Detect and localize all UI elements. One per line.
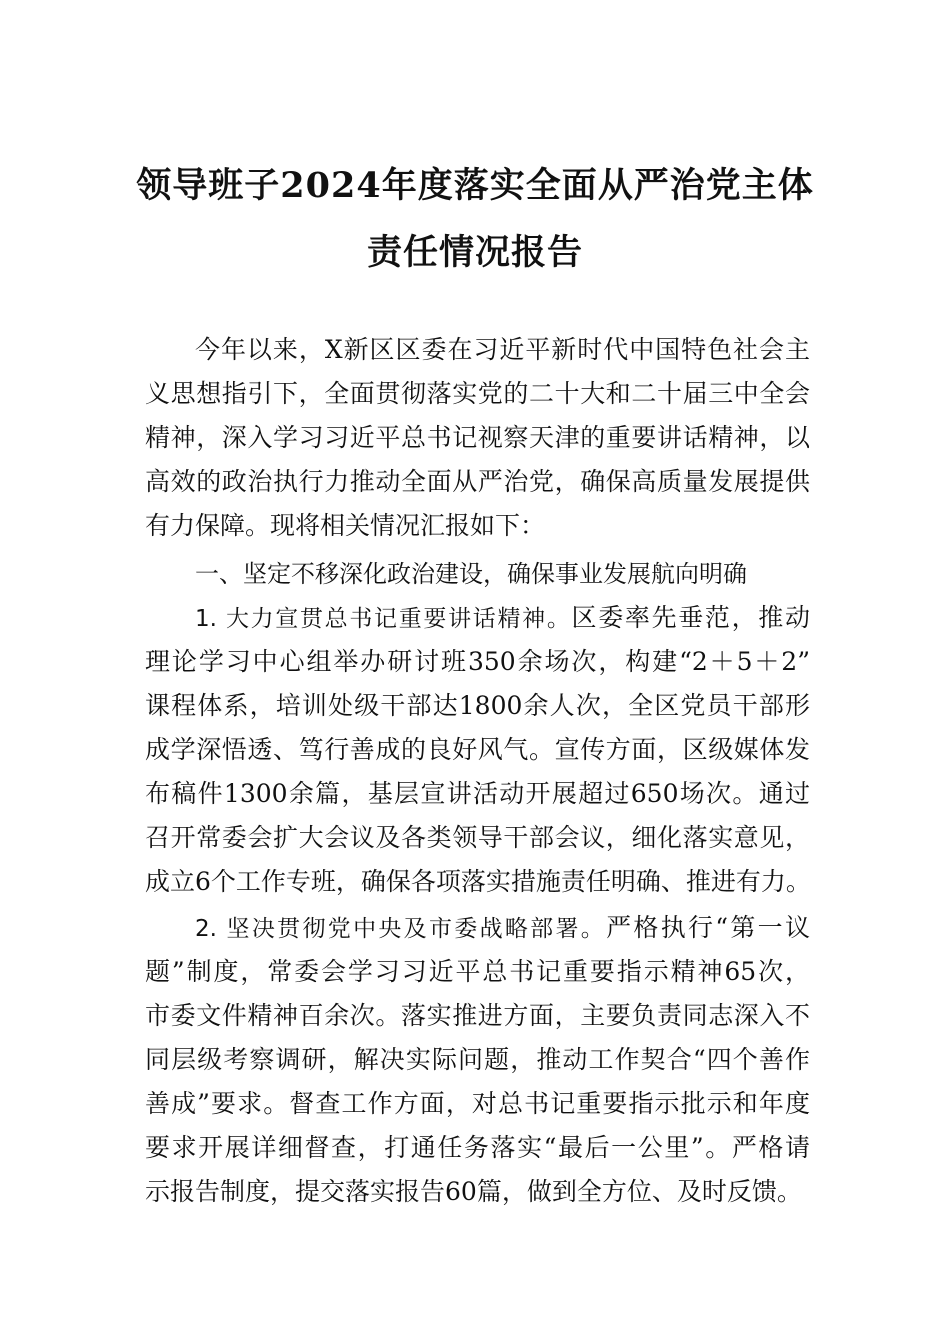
item-1-line-2: 理论学习中心组举办研讨班350余场次，构建“2＋5＋2”	[145, 647, 810, 676]
item-1-line-3: 课程体系，培训处级干部达1800余人次，全区党员干部形	[145, 691, 810, 720]
document-title-line-2: 责任情况报告	[366, 232, 583, 273]
item-1-first-line	[195, 602, 810, 635]
item-1-line-6: 召开常委会扩大会议及各类领导干部会议，细化落实意见，	[145, 823, 810, 852]
intro-line-5: 有力保障。现将相关情况汇报如下：	[145, 511, 546, 540]
item-2-line-6: 要求开展详细督查，打通任务落实“最后一公里”。严格请	[145, 1133, 810, 1162]
intro-line-4: 高效的政治执行力推动全面从严治党，确保高质量发展提供	[145, 467, 810, 496]
intro-line-2: 义思想指引下，全面贯彻落实党的二十大和二十届三中全会	[145, 379, 810, 408]
item-1-first-line-rest: 区委率先垂范，推动	[571, 603, 810, 632]
intro-line-3: 精神，深入学习习近平总书记视察天津的重要讲话精神，以	[145, 423, 810, 452]
section-1-heading: 一、坚定不移深化政治建设，确保事业发展航向明确	[195, 560, 747, 588]
item-1-line-4: 成学深悟透、笃行善成的良好风气。宣传方面，区级媒体发	[145, 735, 810, 764]
item-1-lead: 1. 大力宣贯总书记重要讲话精神。	[195, 606, 572, 632]
item-2-line-2: 题”制度，常委会学习习近平总书记重要指示精神65次，	[145, 957, 810, 986]
item-2-lead: 2. 坚决贯彻党中央及市委战略部署。	[195, 916, 607, 942]
document-title-line-1: 领导班子2024年度落实全面从严治党主体	[136, 165, 814, 206]
item-2-line-7: 示报告制度，提交落实报告60篇，做到全方位、及时反馈。	[145, 1177, 802, 1206]
item-2-line-4: 同层级考察调研，解决实际问题，推动工作契合“四个善作	[145, 1045, 810, 1074]
intro-line-1: 今年以来，X新区区委在习近平新时代中国特色社会主	[195, 335, 810, 364]
item-1-line-7: 成立6个工作专班，确保各项落实措施责任明确、推进有力。	[145, 867, 811, 896]
item-2-line-5: 善成”要求。督查工作方面，对总书记重要指示批示和年度	[145, 1089, 810, 1118]
item-2-line-3: 市委文件精神百余次。落实推进方面，主要负责同志深入不	[145, 1001, 810, 1030]
item-1-line-5: 布稿件1300余篇，基层宣讲活动开展超过650场次。通过	[145, 779, 810, 808]
item-2-first-line	[195, 912, 810, 945]
item-2-first-line-rest: 严格执行“第一议	[606, 913, 810, 942]
